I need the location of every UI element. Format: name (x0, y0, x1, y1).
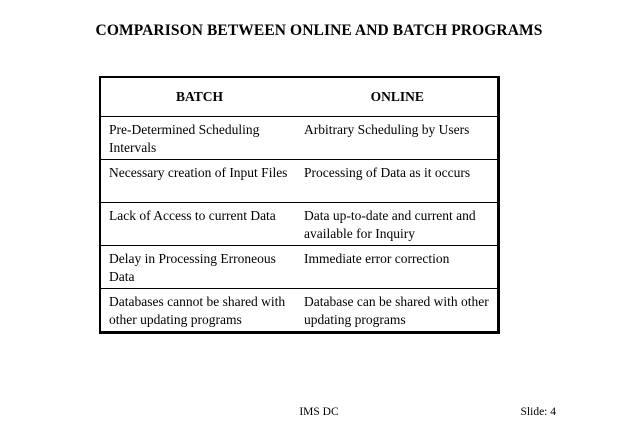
table-row (100, 117, 498, 160)
table-row (100, 160, 498, 203)
batch-cell: Databases cannot be shared with other updating programs (109, 294, 286, 327)
batch-cell: Delay in Processing Erroneous Data (100, 246, 298, 289)
table-row (100, 246, 498, 289)
online-cell: Immediate error correction (298, 246, 498, 289)
online-cell: Processing of Data as it occurs (298, 160, 498, 203)
slide-title: COMPARISON BETWEEN ONLINE AND BATCH PROGRAMS (95, 22, 543, 39)
header-batch: BATCH (100, 77, 298, 117)
slide-number: Slide: 4 (520, 406, 556, 418)
table-row (100, 203, 498, 246)
header-online: ONLINE (298, 77, 498, 117)
batch-cell: Necessary creation of Input Files (100, 160, 298, 203)
comparison-table (99, 76, 500, 334)
batch-cell: Lack of Access to current Data (100, 203, 298, 246)
footer-label: IMS DC (299, 406, 339, 418)
table-header-row (100, 77, 498, 117)
batch-cell: Pre-Determined Scheduling Intervals (100, 117, 298, 160)
online-cell: Arbitrary Scheduling by Users (298, 117, 498, 160)
table-row (100, 289, 498, 333)
online-cell: Database can be shared with other updating programs (304, 294, 489, 327)
online-cell: Data up-to-date and current and available for Inquiry (298, 203, 498, 246)
